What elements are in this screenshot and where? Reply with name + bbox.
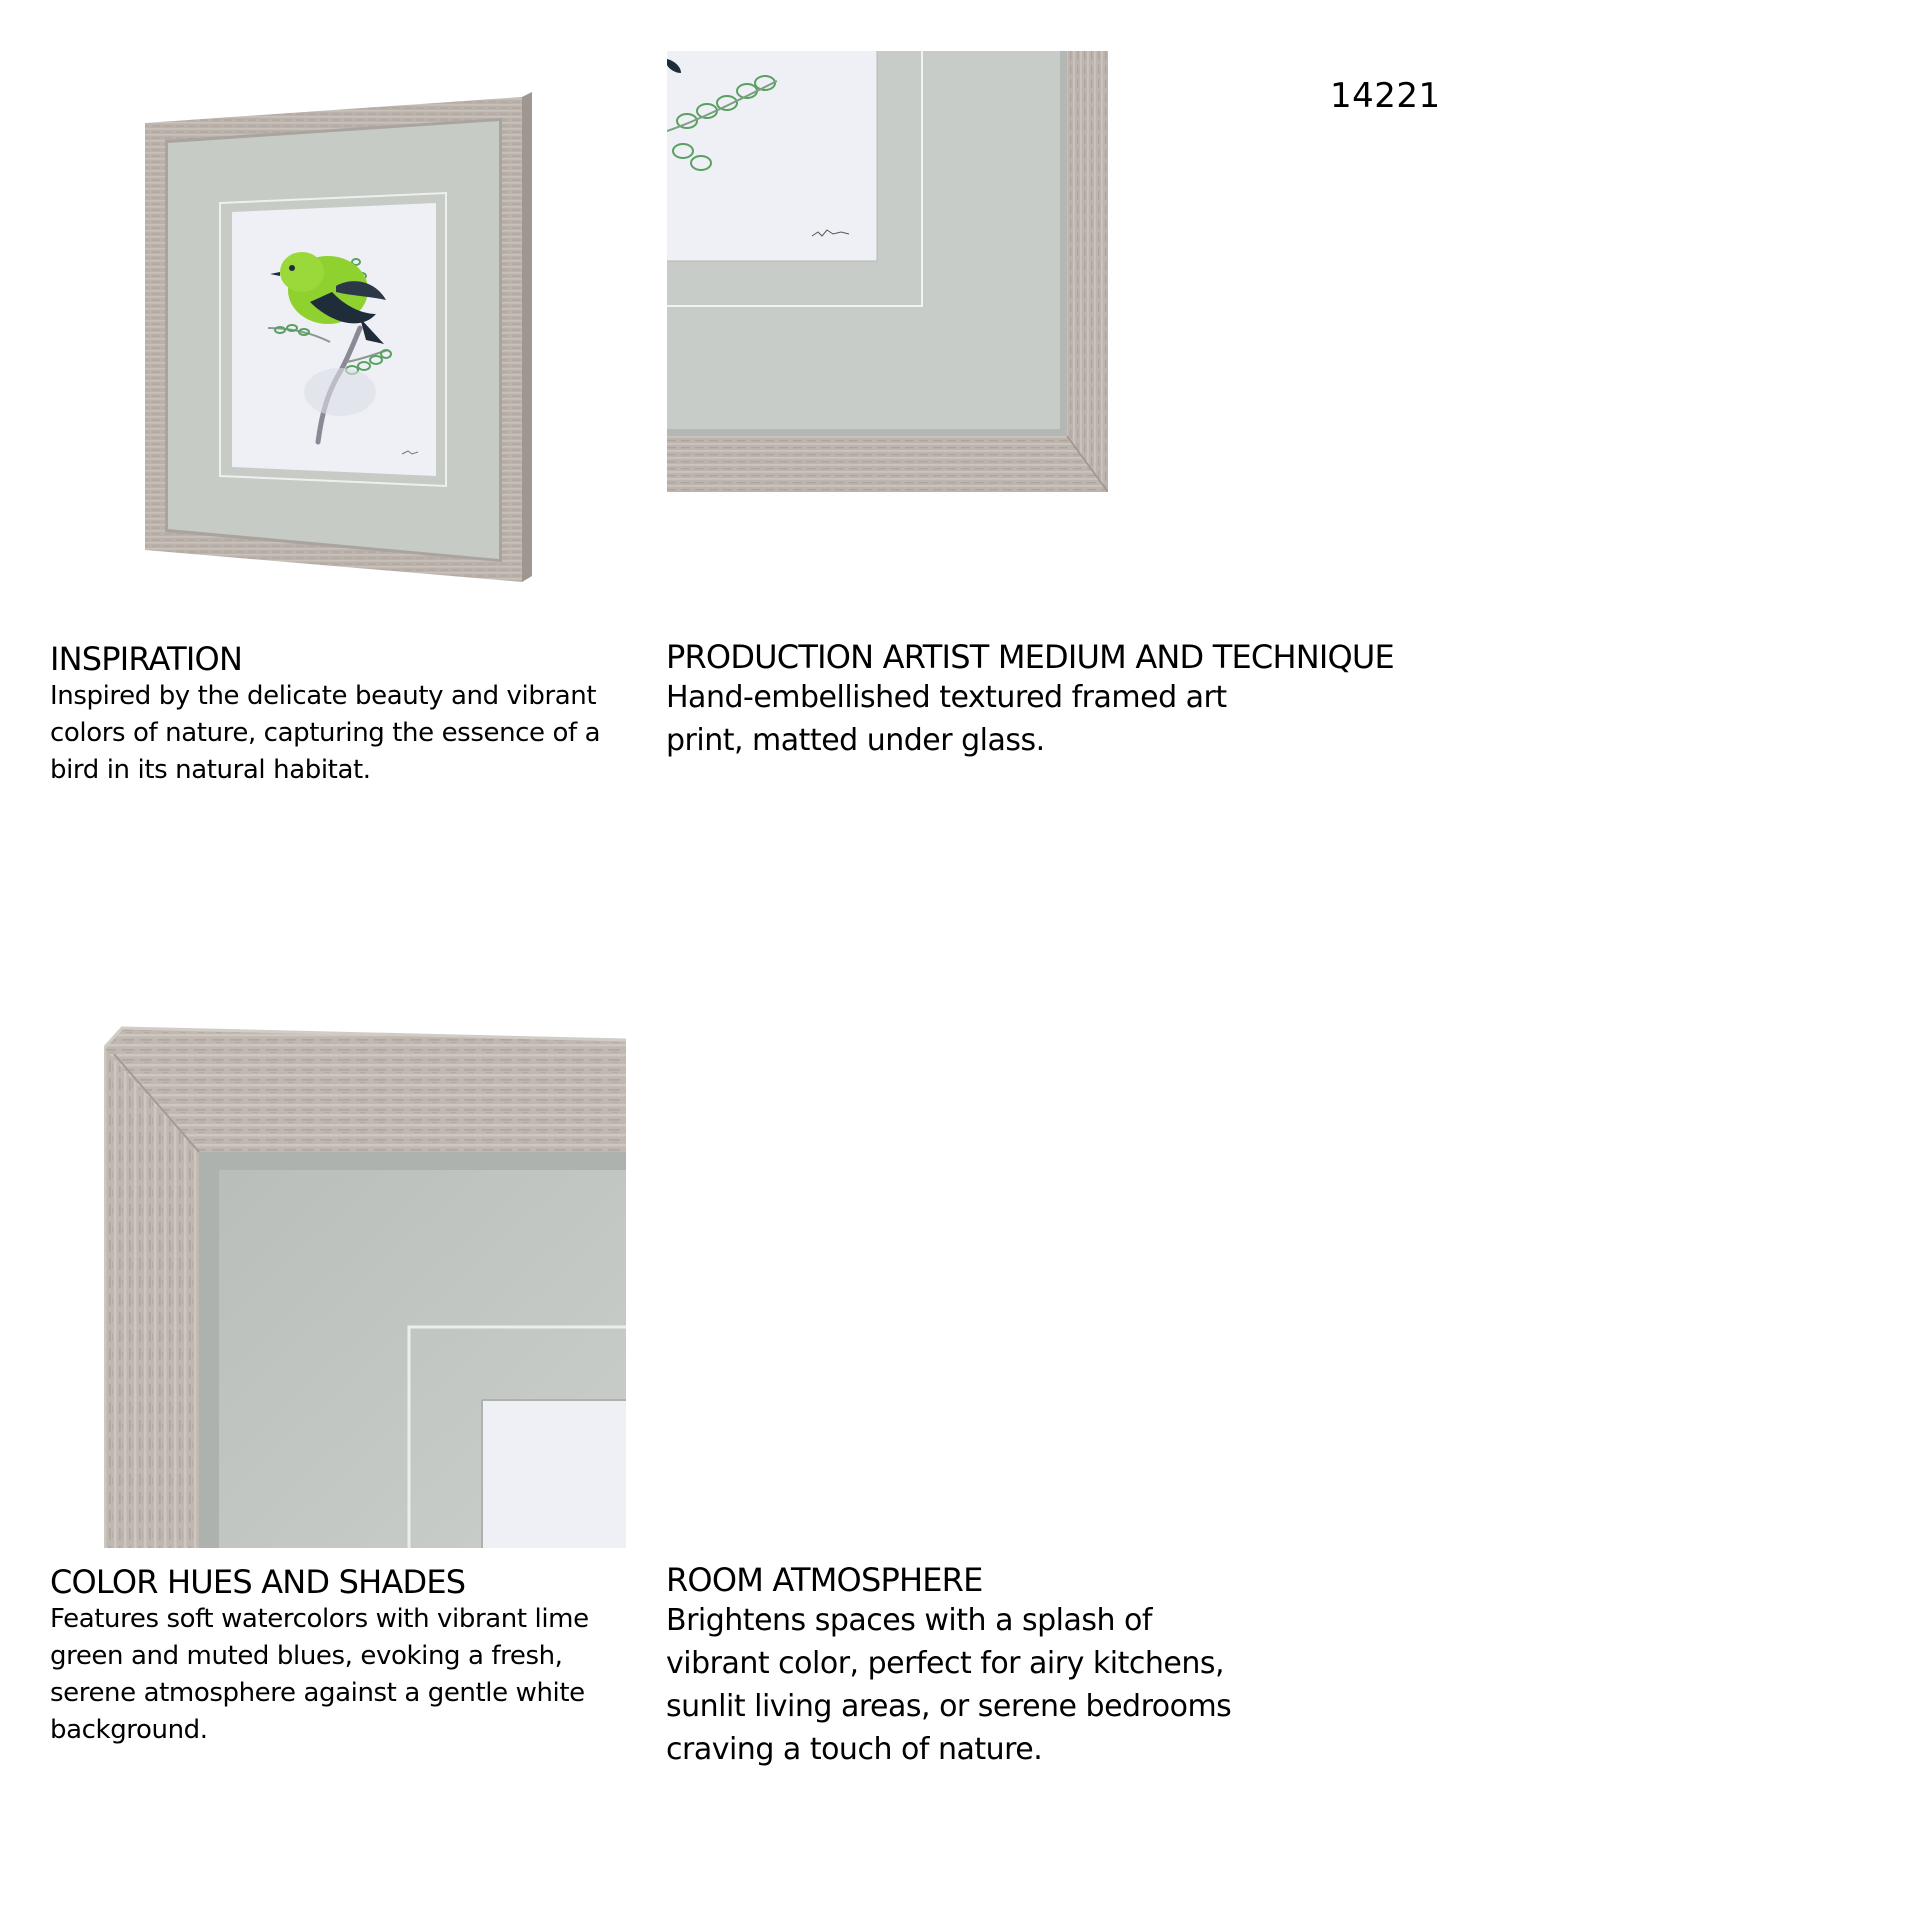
section-inspiration [50, 640, 610, 789]
section-body-inspiration: Inspired by the delicate beauty and vibrant colors of nature, capturing the essence of a bird in its natural habitat. [50, 681, 601, 785]
corner-detail-illustration [667, 51, 1108, 492]
framed-print-photo [140, 92, 540, 592]
section-title-inspiration: INSPIRATION [50, 640, 243, 678]
section-body-production: Hand-embellished textured framed art print, matted under glass. [666, 680, 1227, 758]
section-body-color: Features soft watercolors with vibrant lime green and muted blues, evoking a fresh, serene atmosphere against a gentle white background. [50, 1604, 589, 1745]
framed-print-illustration [140, 92, 540, 592]
section-title-production: PRODUCTION ARTIST MEDIUM AND TECHNIQUE [666, 638, 1394, 676]
section-room [666, 1561, 1366, 1771]
section-production [666, 638, 1566, 762]
corner-closeup-illustration [104, 1024, 626, 1548]
product-sku: 14221 [1330, 76, 1441, 116]
frame-corner-closeup-photo [104, 1024, 626, 1548]
section-title-color: COLOR HUES AND SHADES [50, 1563, 466, 1601]
section-color [50, 1563, 610, 1749]
section-title-room: ROOM ATMOSPHERE [666, 1561, 983, 1599]
section-body-room: Brightens spaces with a splash of vibrant color, perfect for airy kitchens, sunlit living areas, or serene bedrooms craving a touch of nature. [666, 1603, 1232, 1767]
frame-corner-detail-photo [667, 51, 1108, 492]
